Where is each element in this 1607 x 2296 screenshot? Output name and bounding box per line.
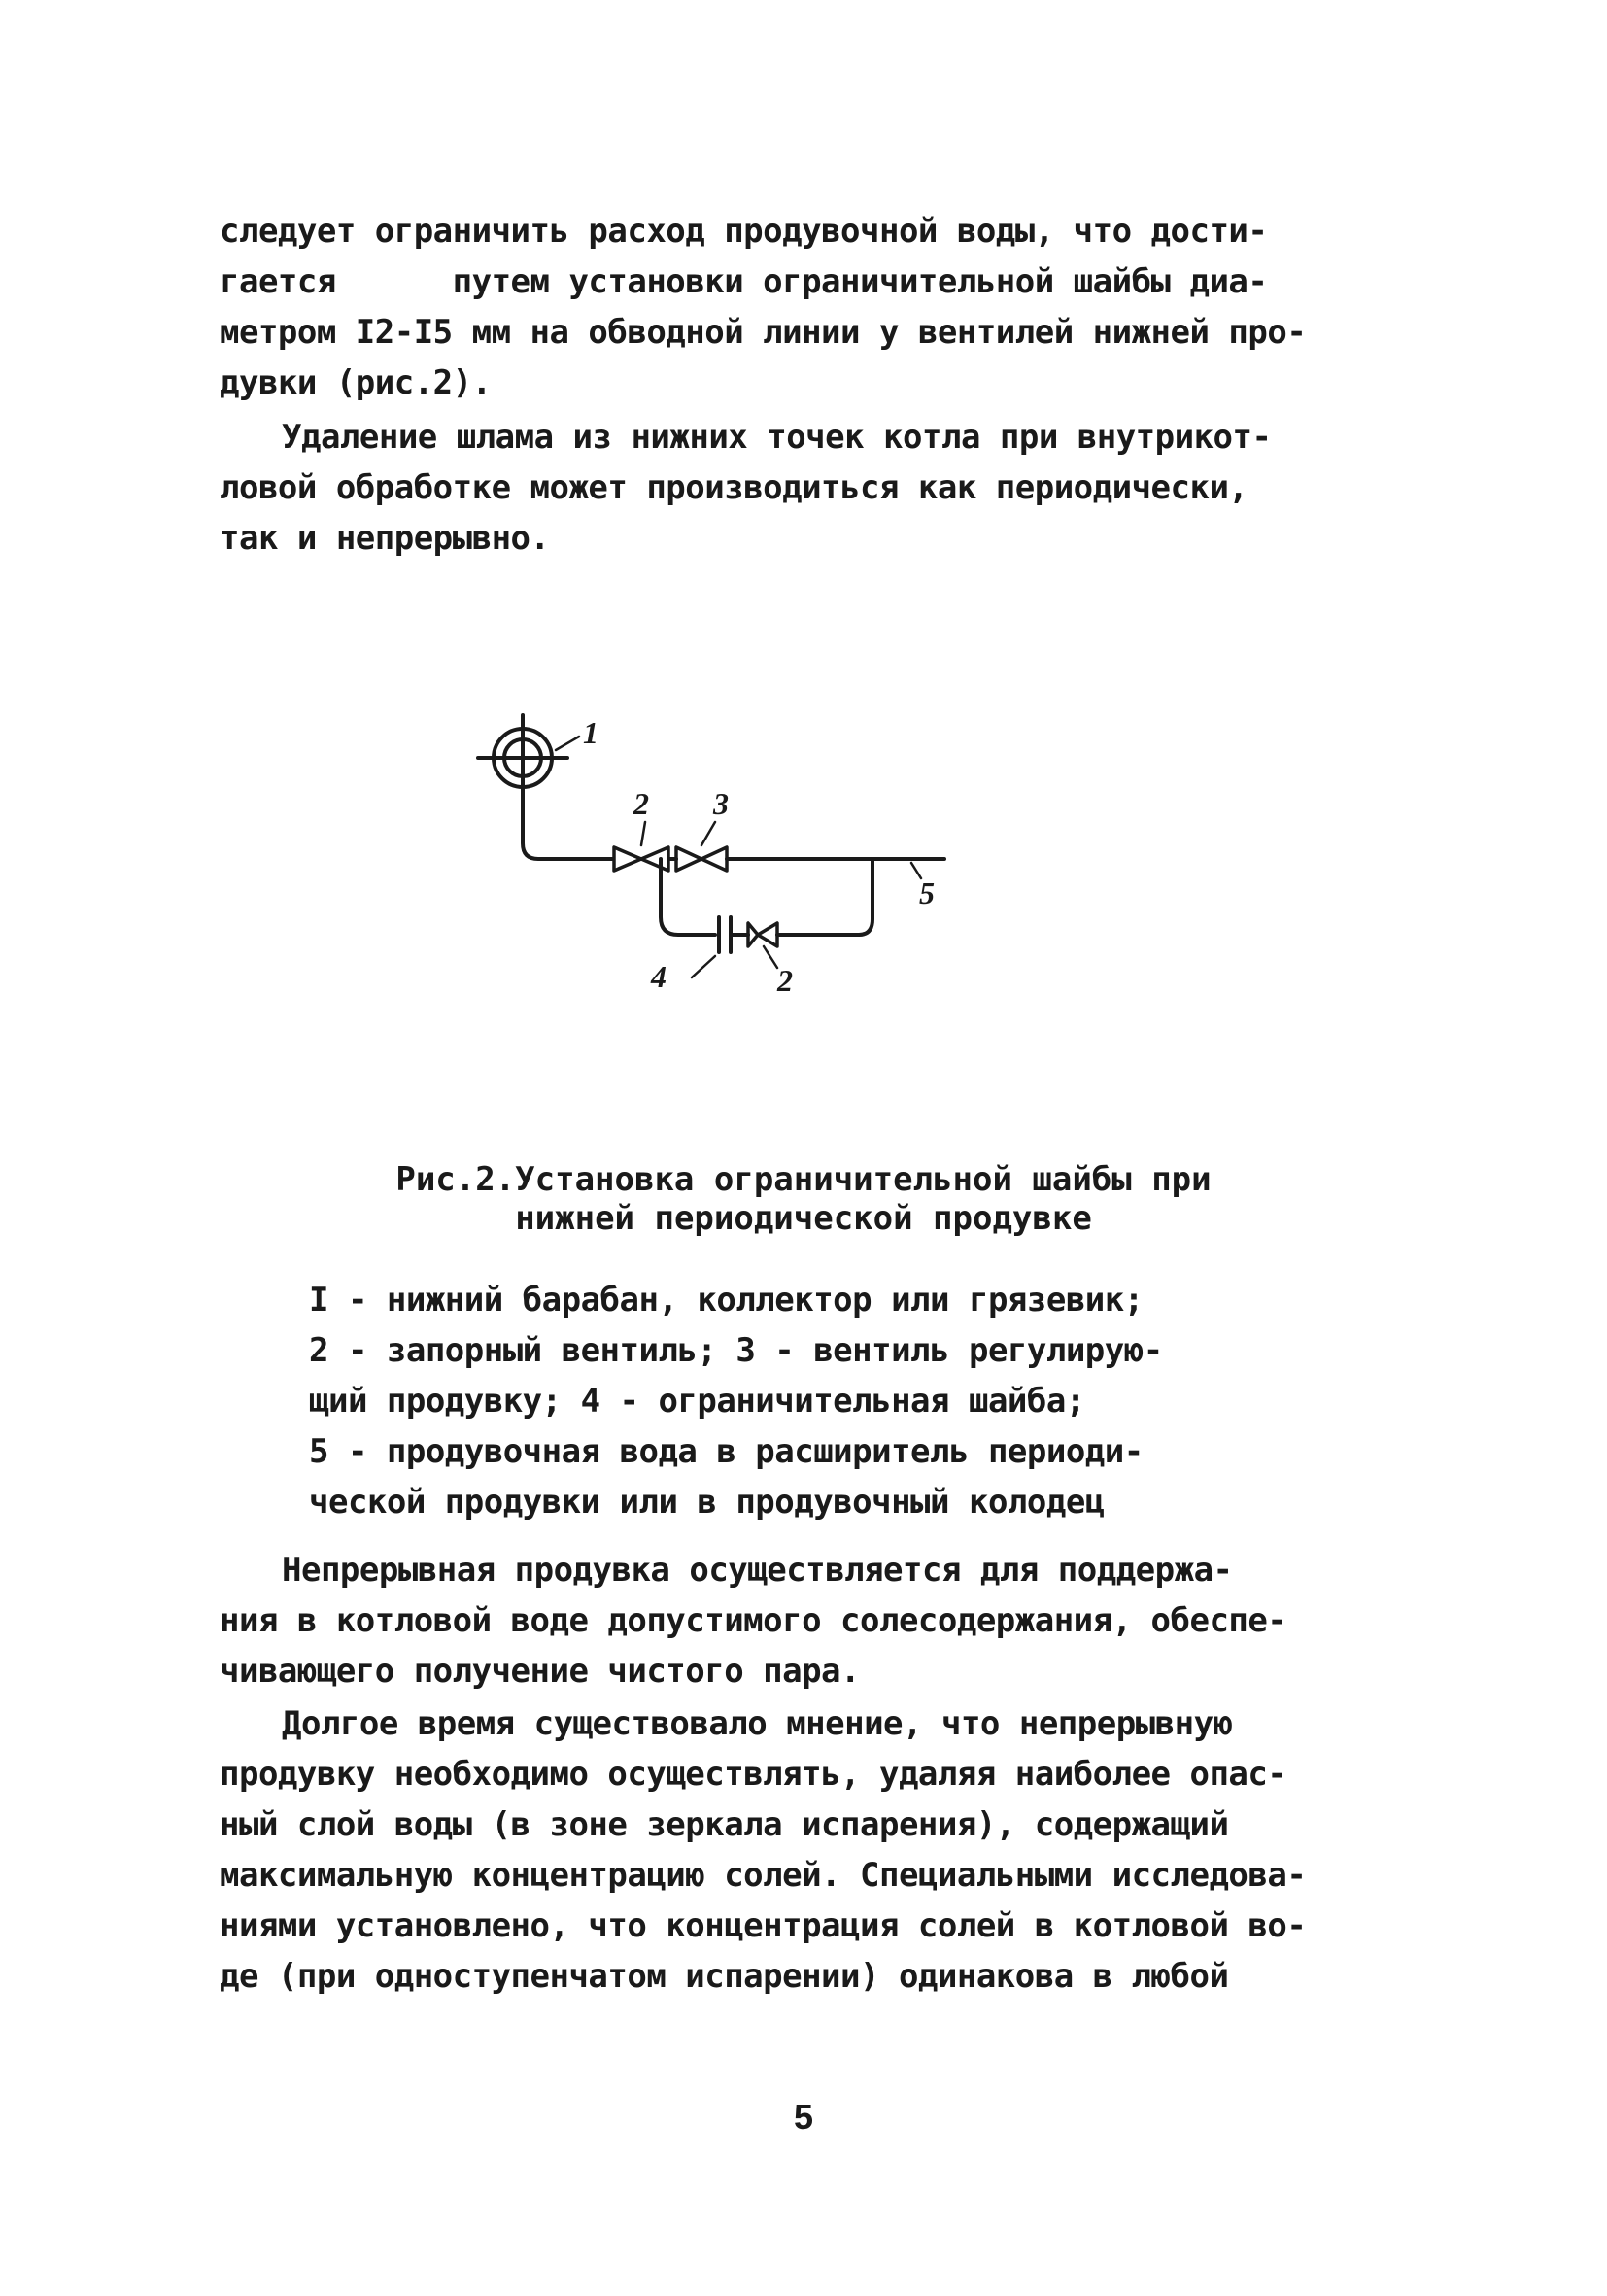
text-line: Удаление шлама из нижних точек котла при внутрикот- <box>282 418 1272 457</box>
label-2-bottom: 2 <box>777 963 793 998</box>
label-1: 1 <box>583 715 598 750</box>
label-3: 3 <box>713 786 729 821</box>
text-line: следует ограничить расход продувочной воды, что дости- <box>220 212 1268 251</box>
text-line: де (при одноступенчатом испарении) одинакова в любой <box>220 1957 1229 1996</box>
figure-caption: нижней периодической продувке <box>515 1199 1092 1238</box>
label-2-top: 2 <box>633 786 649 821</box>
text-line: ловой обработке может производиться как периодически, <box>220 468 1248 507</box>
shutoff-valve-bottom <box>748 923 777 946</box>
text-line: гается путем установки ограничительной шайбы диа- <box>220 262 1268 301</box>
text-line: ный слой воды (в зоне зеркала испарения), содержащий <box>220 1805 1229 1844</box>
page-number: 5 <box>793 2097 814 2137</box>
legend-item: 2 - запорный вентиль; 3 - вентиль регулирую- <box>309 1331 1163 1370</box>
text-line: Долгое время существовало мнение, что непрерывную <box>282 1704 1233 1743</box>
blowdown-piping-diagram <box>0 0 1607 1069</box>
legend-item: ческой продувки или в продувочный колодец <box>309 1483 1105 1522</box>
text-line: метром I2-I5 мм на обводной линии у вентилей нижней про- <box>220 313 1307 352</box>
figure-caption: Рис.2.Установка ограничительной шайбы при <box>395 1160 1212 1199</box>
legend-item: I - нижний барабан, коллектор или грязевик; <box>309 1281 1144 1319</box>
regulating-valve <box>676 847 727 871</box>
text-line: так и непрерывно. <box>220 519 550 558</box>
text-line: ния в котловой воде допустимого солесодержания, обеспе- <box>220 1601 1287 1640</box>
text-line: продувку необходимо осуществлять, удаляя наиболее опас- <box>220 1755 1287 1794</box>
text-line: ниями установлено, что концентрация солей в котловой во- <box>220 1906 1307 1945</box>
text-line: Непрерывная продувка осуществляется для поддержа- <box>282 1551 1233 1590</box>
text-line: чивающего получение чистого пара. <box>220 1652 861 1691</box>
bypass-line-right <box>859 859 872 935</box>
text-line: дувки (рис.2). <box>220 363 492 402</box>
text-line: максимальную концентрацию солей. Специальными исследова- <box>220 1856 1307 1895</box>
label-5: 5 <box>919 875 935 910</box>
legend-item: щий продувку; 4 - ограничительная шайба; <box>309 1382 1085 1421</box>
label-4: 4 <box>651 959 667 994</box>
legend-item: 5 - продувочная вода в расширитель периоди- <box>309 1432 1144 1471</box>
drain-pipe <box>523 787 612 859</box>
